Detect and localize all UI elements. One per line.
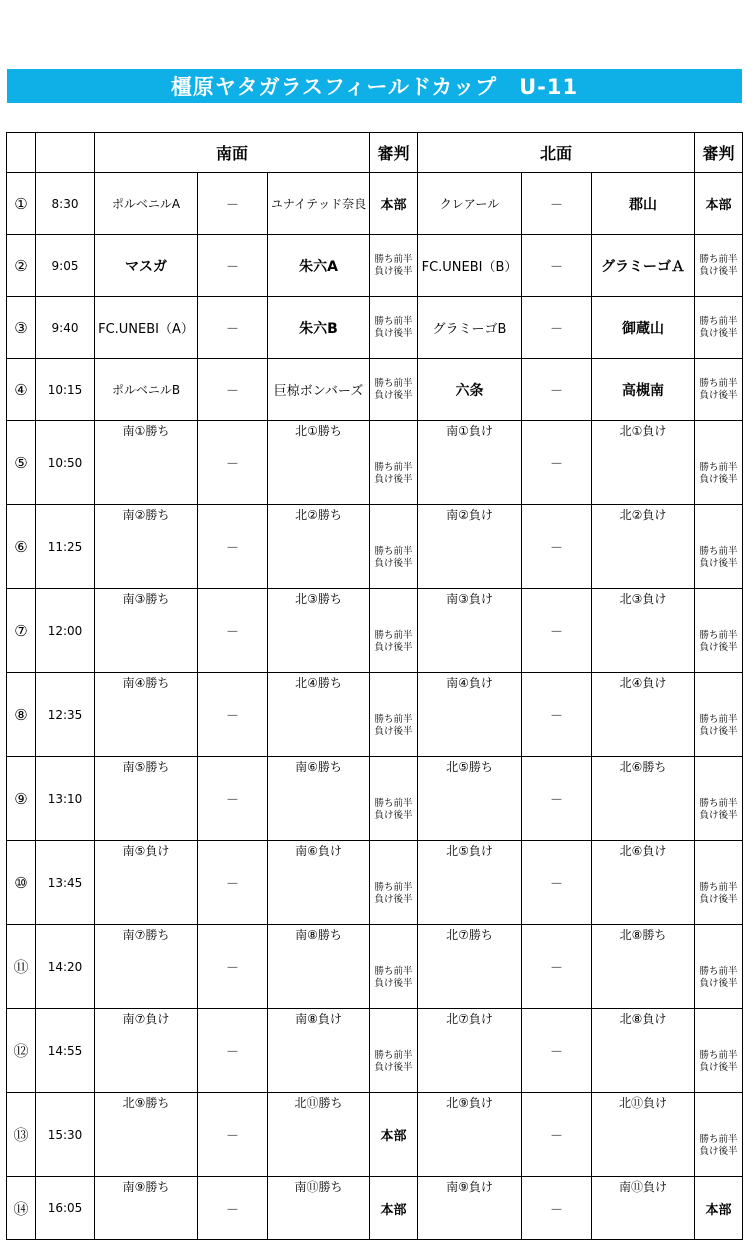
south-vs-dash: －	[198, 421, 268, 505]
south-referee: 勝ち前半 負け後半	[370, 589, 418, 673]
south-referee: 勝ち前半 負け後半	[370, 505, 418, 589]
south-vs-dash: －	[198, 297, 268, 359]
south-away-team: 南⑥勝ち	[268, 757, 370, 841]
north-home-team: 北⑤勝ち	[418, 757, 522, 841]
match-time: 10:15	[36, 359, 95, 421]
match-row	[7, 757, 743, 841]
match-time: 14:55	[36, 1009, 95, 1093]
north-away-team: 北⑥勝ち	[592, 757, 695, 841]
match-time: 16:05	[36, 1177, 95, 1240]
south-home-team: ポルベニルA	[95, 173, 198, 235]
north-home-team: 六条	[418, 359, 522, 421]
south-vs-dash: －	[198, 1009, 268, 1093]
north-home-team: 北⑦負け	[418, 1009, 522, 1093]
match-row	[7, 841, 743, 925]
south-home-team: 南⑤負け	[95, 841, 198, 925]
north-referee: 勝ち前半 負け後半	[695, 359, 743, 421]
south-home-team: 南②勝ち	[95, 505, 198, 589]
south-away-team: 南⑪勝ち	[268, 1177, 370, 1240]
match-time: 13:10	[36, 757, 95, 841]
south-home-team: ポルベニルB	[95, 359, 198, 421]
match-number: ③	[7, 297, 36, 359]
match-number: ⑥	[7, 505, 36, 589]
north-away-team: グラミーゴＡ	[592, 235, 695, 297]
south-away-team: 南⑧勝ち	[268, 925, 370, 1009]
north-referee: 勝ち前半 負け後半	[695, 1009, 743, 1093]
north-away-team: 北③負け	[592, 589, 695, 673]
north-home-team: 南②負け	[418, 505, 522, 589]
match-number: ⑬	[7, 1093, 36, 1177]
north-vs-dash: －	[522, 757, 592, 841]
header-blank-time	[36, 133, 95, 173]
north-vs-dash: －	[522, 359, 592, 421]
north-home-team: クレアール	[418, 173, 522, 235]
south-vs-dash: －	[198, 841, 268, 925]
south-referee: 勝ち前半 負け後半	[370, 421, 418, 505]
south-referee: 勝ち前半 負け後半	[370, 359, 418, 421]
north-home-team: 南④負け	[418, 673, 522, 757]
match-number: ⑭	[7, 1177, 36, 1240]
match-time: 9:40	[36, 297, 95, 359]
match-number: ⑩	[7, 841, 36, 925]
north-vs-dash: －	[522, 421, 592, 505]
header-south-referee: 審判	[370, 133, 418, 173]
south-away-team: 朱六A	[268, 235, 370, 297]
north-away-team: 北⑧勝ち	[592, 925, 695, 1009]
north-away-team: 御蔵山	[592, 297, 695, 359]
match-number: ②	[7, 235, 36, 297]
north-vs-dash: －	[522, 1093, 592, 1177]
south-vs-dash: －	[198, 925, 268, 1009]
north-referee: 勝ち前半 負け後半	[695, 673, 743, 757]
south-home-team: 南⑨勝ち	[95, 1177, 198, 1240]
match-row	[7, 173, 743, 235]
page-title: 橿原ヤタガラスフィールドカップ U-11	[7, 69, 742, 103]
south-home-team: マスガ	[95, 235, 198, 297]
north-away-team: 北⑧負け	[592, 1009, 695, 1093]
south-away-team: 南⑧負け	[268, 1009, 370, 1093]
match-row	[7, 421, 743, 505]
north-home-team: 北⑦勝ち	[418, 925, 522, 1009]
south-home-team: 南④勝ち	[95, 673, 198, 757]
north-referee: 勝ち前半 負け後半	[695, 589, 743, 673]
north-vs-dash: －	[522, 235, 592, 297]
north-vs-dash: －	[522, 1177, 592, 1240]
header-row	[7, 133, 743, 173]
south-home-team: 南③勝ち	[95, 589, 198, 673]
header-blank-num	[7, 133, 36, 173]
header-north: 北面	[418, 133, 695, 173]
north-referee: 勝ち前半 負け後半	[695, 757, 743, 841]
north-away-team: 南⑪負け	[592, 1177, 695, 1240]
match-time: 12:35	[36, 673, 95, 757]
south-away-team: 北③勝ち	[268, 589, 370, 673]
north-vs-dash: －	[522, 589, 592, 673]
match-time: 8:30	[36, 173, 95, 235]
north-referee: 勝ち前半 負け後半	[695, 235, 743, 297]
match-time: 13:45	[36, 841, 95, 925]
north-home-team: 南①負け	[418, 421, 522, 505]
north-referee: 勝ち前半 負け後半	[695, 925, 743, 1009]
match-row	[7, 359, 743, 421]
match-number: ④	[7, 359, 36, 421]
match-number: ⑤	[7, 421, 36, 505]
south-away-team: 北②勝ち	[268, 505, 370, 589]
south-away-team: 北①勝ち	[268, 421, 370, 505]
match-number: ⑨	[7, 757, 36, 841]
south-vs-dash: －	[198, 673, 268, 757]
south-referee: 勝ち前半 負け後半	[370, 841, 418, 925]
match-time: 15:30	[36, 1093, 95, 1177]
north-away-team: 郡山	[592, 173, 695, 235]
north-referee: 本部	[695, 173, 743, 235]
match-time: 14:20	[36, 925, 95, 1009]
schedule-table	[6, 132, 743, 1240]
south-referee: 勝ち前半 負け後半	[370, 235, 418, 297]
south-vs-dash: －	[198, 757, 268, 841]
south-home-team: 南⑦負け	[95, 1009, 198, 1093]
north-home-team: FC.UNEBI（B）	[418, 235, 522, 297]
match-time: 11:25	[36, 505, 95, 589]
north-away-team: 北⑥負け	[592, 841, 695, 925]
header-south: 南面	[95, 133, 370, 173]
south-vs-dash: －	[198, 1093, 268, 1177]
south-away-team: 巨椋ボンバーズ	[268, 359, 370, 421]
match-row	[7, 925, 743, 1009]
south-referee: 勝ち前半 負け後半	[370, 297, 418, 359]
match-row	[7, 235, 743, 297]
north-vs-dash: －	[522, 841, 592, 925]
match-row	[7, 297, 743, 359]
north-away-team: 北④負け	[592, 673, 695, 757]
south-referee: 勝ち前半 負け後半	[370, 757, 418, 841]
south-away-team: 朱六B	[268, 297, 370, 359]
north-home-team: 北⑤負け	[418, 841, 522, 925]
match-row	[7, 1093, 743, 1177]
match-row	[7, 1009, 743, 1093]
north-referee: 勝ち前半 負け後半	[695, 297, 743, 359]
south-home-team: 南⑦勝ち	[95, 925, 198, 1009]
south-vs-dash: －	[198, 359, 268, 421]
north-referee: 勝ち前半 負け後半	[695, 421, 743, 505]
north-vs-dash: －	[522, 925, 592, 1009]
south-referee: 本部	[370, 1177, 418, 1240]
north-vs-dash: －	[522, 673, 592, 757]
north-vs-dash: －	[522, 173, 592, 235]
match-number: ⑫	[7, 1009, 36, 1093]
north-away-team: 北①負け	[592, 421, 695, 505]
south-home-team: 南⑤勝ち	[95, 757, 198, 841]
south-home-team: 北⑨勝ち	[95, 1093, 198, 1177]
south-vs-dash: －	[198, 589, 268, 673]
south-home-team: 南①勝ち	[95, 421, 198, 505]
north-away-team: 高槻南	[592, 359, 695, 421]
match-number: ⑧	[7, 673, 36, 757]
south-referee: 勝ち前半 負け後半	[370, 673, 418, 757]
north-vs-dash: －	[522, 297, 592, 359]
south-away-team: ユナイテッド奈良	[268, 173, 370, 235]
south-vs-dash: －	[198, 173, 268, 235]
match-number: ⑪	[7, 925, 36, 1009]
south-vs-dash: －	[198, 505, 268, 589]
north-away-team: 北⑪負け	[592, 1093, 695, 1177]
south-away-team: 北⑪勝ち	[268, 1093, 370, 1177]
south-referee: 勝ち前半 負け後半	[370, 925, 418, 1009]
south-vs-dash: －	[198, 1177, 268, 1240]
match-time: 12:00	[36, 589, 95, 673]
south-referee: 本部	[370, 173, 418, 235]
north-home-team: 北⑨負け	[418, 1093, 522, 1177]
south-away-team: 北④勝ち	[268, 673, 370, 757]
south-referee: 勝ち前半 負け後半	[370, 1009, 418, 1093]
match-row	[7, 589, 743, 673]
north-away-team: 北②負け	[592, 505, 695, 589]
south-referee: 本部	[370, 1093, 418, 1177]
match-row	[7, 673, 743, 757]
header-north-referee: 審判	[695, 133, 743, 173]
north-referee: 本部	[695, 1177, 743, 1240]
north-home-team: グラミーゴB	[418, 297, 522, 359]
south-vs-dash: －	[198, 235, 268, 297]
match-number: ⑦	[7, 589, 36, 673]
north-vs-dash: －	[522, 1009, 592, 1093]
north-home-team: 南⑨負け	[418, 1177, 522, 1240]
match-row	[7, 505, 743, 589]
south-away-team: 南⑥負け	[268, 841, 370, 925]
match-row	[7, 1177, 743, 1240]
match-time: 9:05	[36, 235, 95, 297]
north-vs-dash: －	[522, 505, 592, 589]
north-referee: 勝ち前半 負け後半	[695, 841, 743, 925]
match-number: ①	[7, 173, 36, 235]
north-home-team: 南③負け	[418, 589, 522, 673]
north-referee: 勝ち前半 負け後半	[695, 1093, 743, 1177]
north-referee: 勝ち前半 負け後半	[695, 505, 743, 589]
match-time: 10:50	[36, 421, 95, 505]
south-home-team: FC.UNEBI（A）	[95, 297, 198, 359]
